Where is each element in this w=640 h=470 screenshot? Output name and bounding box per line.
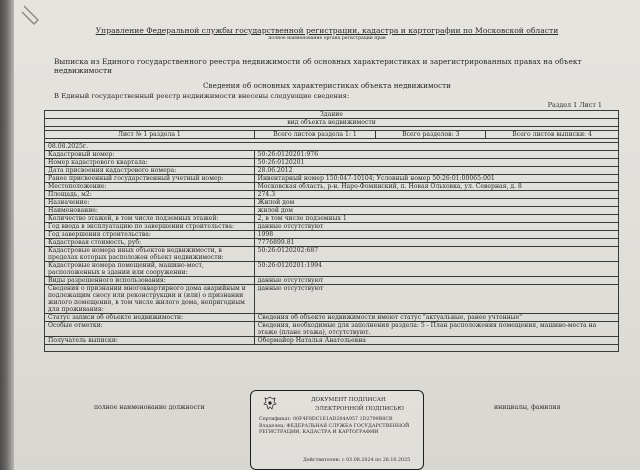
table-row [45,314,619,322]
row-value: 274.3 [254,191,618,199]
object-type: Здание [45,111,619,119]
stamp-title: ДОКУМЕНТ ПОДПИСАН [311,397,386,403]
intro-text: В Единый государственный реестр недвижимости внесены следующие сведения: [54,92,350,100]
row-value: 28.06.2012 [254,167,618,175]
sheets-in-section: Всего листов раздела 1: 1 [254,131,376,139]
initials-caption: инициалы, фамилия [494,404,561,411]
section-title: Сведения об основных характеристиках объекта недвижимости [202,81,452,90]
table-row [45,183,619,191]
row-label: Особые отметки: [45,322,255,337]
table-row [45,277,619,285]
row-value: 50:26:0120201:1994 [254,262,618,277]
row-value: 50:26:0120201:976 [254,151,618,159]
position-caption: полное наименование должности [94,404,205,411]
row-value: Сведения об объекте недвижимости имеют статус "актуальные, ранее учтенные" [254,314,618,322]
coat-of-arms-icon [263,396,277,410]
row-value: 50:26:0120201 [254,159,618,167]
row-label: Статус записи об объекте недвижимости: [45,314,255,322]
row-label: Виды разрешенного использования: [45,277,255,285]
row-label: Кадастровые номера помещений, машино-мест, расположенных в здании или сооружении: [45,262,255,277]
row-value: Московская область, р-н. Наро-Фоминский, п. Новая Ольховка, ул. Северная, д. 8 [254,183,618,191]
extract-date: 08.08.2025г. [45,143,619,151]
row-value: данные отсутствуют [254,223,618,231]
row-value: Инвентарный номер 150:047-10104; Условный номер 50:26:01:00065:001 [254,175,618,183]
table-row [45,167,619,175]
table-row [45,207,619,215]
table-row [45,337,619,345]
section-label: Раздел 1 Лист 1 [547,101,602,109]
row-label: Год ввода в эксплуатацию по завершении строительства: [45,223,255,231]
table-row [45,262,619,277]
row-label: Ранее присвоенный государственный учетный номер: [45,175,255,183]
table-row [45,285,619,314]
document-title: Выписка из Единого государственного реестра недвижимости об основных характеристиках и зарегистрированных правах на объект недвижимости [54,57,582,75]
stamp-owner: Владелец: ФЕДЕРАЛЬНАЯ СЛУЖБА ГОСУДАРСТВЕННОЙ РЕГИСТРАЦИИ, КАДАСТРА И КАРТОГРАФИИ [259,424,410,436]
row-label: Площадь, м2: [45,191,255,199]
row-value: 2, в том числе подземных 1 [254,215,618,223]
row-value: Жилой дом [254,199,618,207]
row-value: жилой дом [254,207,618,215]
organization-caption: полное наименование органа регистрации прав [268,36,386,41]
document-header [14,26,640,41]
row-label: Получатель выписки: [45,337,255,345]
row-value: Обермайер Наталья Анатольевна [254,337,618,345]
characteristics-rows [45,151,619,345]
sheet-number: Лист № 1 раздела 1 [45,131,255,139]
table-row [45,191,619,199]
table-row [45,199,619,207]
stamp-certificate: Сертификат: 00F4F8DC1E1AD264A957 1D2799B8CB [259,417,393,422]
row-label: Назначение: [45,199,255,207]
row-label: Кадастровые номера иных объектов недвижимости, в пределах которых расположен объект недвижимости: [45,247,255,262]
table-row [45,231,619,239]
object-type-caption: вид объекта недвижимости [45,119,619,127]
row-value: Сведения, необходимые для заполнения раздела: 5 - План расположения помещения, машино-места на этаже (плане этажа), отсутствуют. [254,322,618,337]
table-separator [45,345,619,352]
row-label: Количество этажей, в том числе подземных этажей: [45,215,255,223]
row-value: 50:26:0120202:687 [254,247,618,262]
row-label: Местоположение: [45,183,255,191]
row-label: Кадастровая стоимость, руб: [45,239,255,247]
row-label: Дата присвоения кадастрового номера: [45,167,255,175]
row-value: 1998 [254,231,618,239]
document-sheet [14,0,640,470]
sections-total: Всего разделов: 3 [376,131,486,139]
stamp-validity: Действителен: с 03.08.2024 по 26.10.2025 [303,458,411,463]
row-label: Год завершения строительства: [45,231,255,239]
table-row [45,215,619,223]
stamp-subtitle: ЭЛЕКТРОННОЙ ПОДПИСЬЮ [315,406,404,412]
characteristics-table [44,110,619,352]
row-label: Кадастровый номер: [45,151,255,159]
row-label: Сведения о признании многоквартирного дома аварийным и подлежащим сносу или реконструкции и (или) о признании жилого помещения, в том числе жилого дома, непригодным для проживания: [45,285,255,314]
table-row [45,175,619,183]
table-row [45,223,619,231]
table-row [45,151,619,159]
table-row [45,247,619,262]
row-label: Номер кадастрового квартала: [45,159,255,167]
table-row [45,159,619,167]
table-row [45,322,619,337]
row-label: Наименование: [45,207,255,215]
row-value: данные отсутствуют [254,285,618,314]
row-value: данные отсутствуют [254,277,618,285]
row-value: 7776899.81 [254,239,618,247]
organization-name: Управление Федеральной службы государственной регистрации, кадастра и картографии по Московской области [95,26,559,35]
sheets-total: Всего листов выписки: 4 [486,131,619,139]
table-row [45,239,619,247]
electronic-signature-stamp [250,390,424,470]
